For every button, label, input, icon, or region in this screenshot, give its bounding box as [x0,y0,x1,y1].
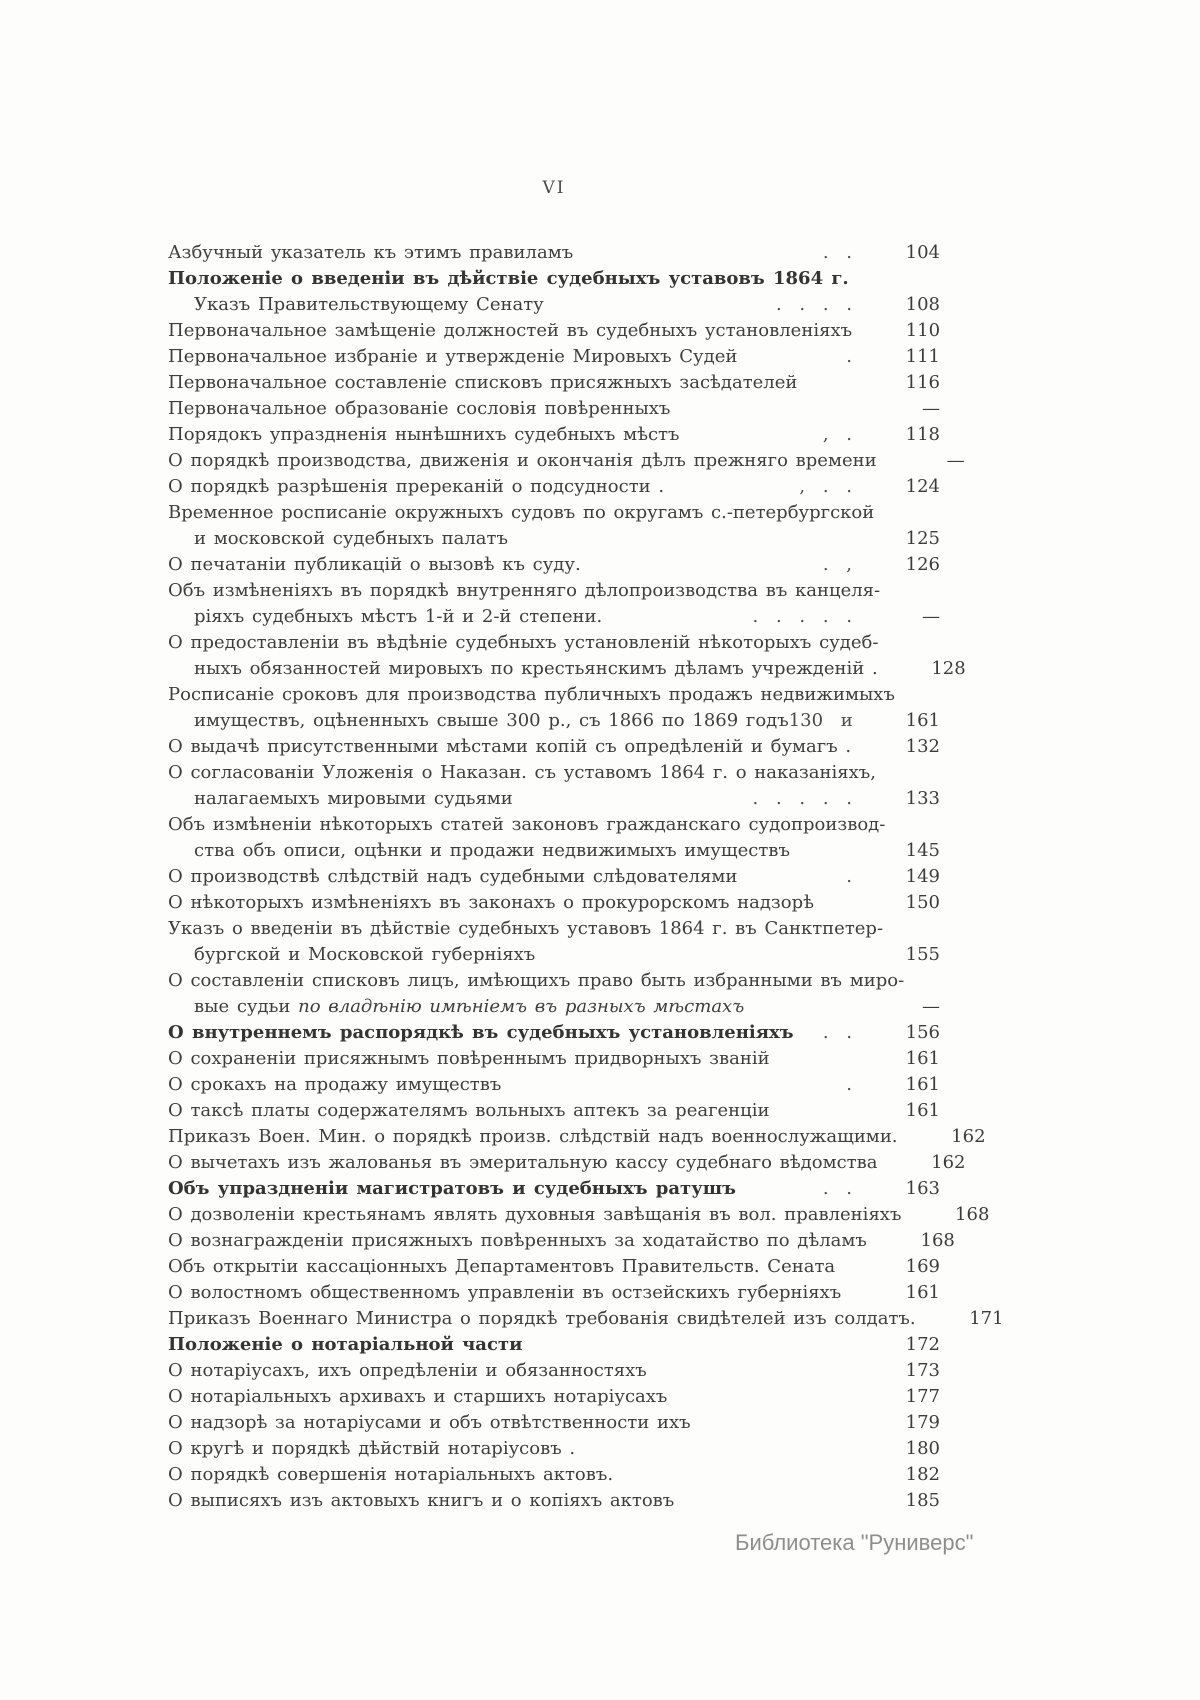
toc-text-segment: О производствѣ слѣдствій надъ судебными слѣдователями [168,866,738,887]
toc-text-segment: Объ измѣненіи нѣкоторыхъ статей законовъ гражданскаго судопроизвод- [168,814,886,835]
toc-page-number: 179 [905,1412,940,1433]
toc-entry-title [168,734,851,760]
toc-page-number: 169 [905,1256,940,1277]
toc-leader-dots: . . . . . [752,606,852,627]
toc-entry-title [168,630,878,656]
toc-line [168,916,940,942]
toc-line [168,1410,940,1436]
toc-entry [168,864,940,890]
toc-entry-title [168,1488,674,1514]
toc-leader-dots: , . [822,424,852,445]
toc-line [168,1072,940,1098]
toc-entry-title [168,1228,867,1254]
toc-entry-title [168,1254,835,1280]
toc-entry-title [168,266,849,292]
toc-page-number: 161 [905,710,940,731]
toc-page-number: 168 [920,1230,955,1251]
toc-entry [168,890,940,916]
toc-leader-dots: , . . [799,476,852,497]
toc-line [168,1150,966,1176]
toc-text-segment: О выдачѣ присутственными мѣстами копій съ опредѣленій и бумагъ . [168,736,852,757]
toc-entry [168,1280,940,1306]
toc-entry-title [168,344,737,370]
toc-entry [168,1488,940,1514]
toc-page-number: 171 [969,1308,1004,1329]
toc-line [168,890,940,916]
toc-line [168,942,940,968]
toc-text-segment: Указъ Правительствующему Сенату [194,294,544,315]
toc-entry-title [168,1384,667,1410]
toc-page-number: 111 [905,346,940,367]
toc-text-segment: О волостномъ общественномъ управленіи въ остзейскихъ губерніяхъ [168,1282,842,1303]
toc-page-number: 126 [905,554,940,575]
toc-entry [168,422,940,448]
toc-text-segment: О предоставленіи въ вѣдѣніе судебныхъ установленій нѣкоторыхъ судеб- [168,632,879,653]
toc-entry-title [168,916,883,942]
toc-line [168,318,940,344]
toc-page-number: 168 [955,1204,990,1225]
toc-line [168,552,940,578]
toc-line [168,968,940,994]
toc-line [168,682,940,708]
toc-entry [168,448,965,474]
toc-line [168,786,940,812]
toc-line [168,500,940,526]
toc-page-number: 161 [905,1100,940,1121]
toc-line [168,708,940,734]
toc-entry-title [194,994,744,1020]
toc-text-segment: О вычетахъ изъ жалованья въ эмеритальную кассу судебнаго вѣдомства [168,1152,878,1173]
toc-entry-title [194,708,789,734]
toc-page-number: 161 [905,1074,940,1095]
toc-line [168,1228,955,1254]
toc-text-segment: ріяхъ судебныхъ мѣстъ 1-й и 2-й степени. [194,606,603,627]
toc-text-segment: О нотаріусахъ, ихъ опредѣленіи и обязанностяхъ [168,1360,647,1381]
toc-page-number: 182 [905,1464,940,1485]
toc-page-number: 145 [905,840,940,861]
toc-text-segment: налагаемыхъ мировыми судьями [194,788,513,809]
toc-page-number: 185 [905,1490,940,1511]
toc-leader-dots: . [846,1074,852,1095]
toc-line [168,1046,940,1072]
toc-page-number: 128 [931,658,966,679]
toc-entry-title [168,760,876,786]
toc-leader-dots: . [846,346,852,367]
toc-text-segment: О кругѣ и порядкѣ дѣйствій нотаріусовъ . [168,1438,576,1459]
toc-text-segment: Первоначальное избраніе и утвержденіе Мировыхъ Судей [168,346,738,367]
toc-entry-title [168,500,874,526]
toc-entry-title [168,1410,691,1436]
toc-text-segment: О вознагражденіи присяжныхъ повѣренныхъ за ходатайство по дѣламъ [168,1230,867,1251]
toc-entry-title [168,396,670,422]
toc-text-segment: О согласованіи Уложенія о Наказан. съ уставомъ 1864 г. о наказаніяхъ, [168,762,876,783]
toc-entry-title [168,552,581,578]
toc-page-number: 108 [905,294,940,315]
toc-page-number: 132 [905,736,940,757]
toc-entry-title [194,838,790,864]
toc-text-segment: О надзорѣ за нотаріусами и объ отвѣтственности ихъ [168,1412,691,1433]
toc-line [168,370,940,396]
toc-entry-title [168,1176,736,1202]
toc-entry-title [168,968,904,994]
toc-entry-title [168,1306,916,1332]
toc-page-number: 150 [905,892,940,913]
toc-text-segment: О составленіи списковъ лицъ, имѣющихъ право быть избранными въ миро- [168,970,905,991]
toc-page-number: 161 [905,1048,940,1069]
toc-line [168,1176,940,1202]
toc-line [168,422,940,448]
toc-line [168,344,940,370]
toc-line [168,760,940,786]
toc-entry-title [194,786,513,812]
toc-line [168,578,940,604]
toc-page-number: — [922,606,940,627]
toc-line [168,994,940,1020]
toc-entry-title [168,1332,522,1358]
toc-entry [168,1410,940,1436]
toc-line [168,630,940,656]
toc-line [168,838,940,864]
toc-entry-title [168,1436,575,1462]
toc-text-segment: по владѣнію имѣніемъ въ разныхъ мѣстахъ [298,996,745,1017]
toc-text-segment: Объ измѣненіяхъ въ порядкѣ внутренняго дѣлопроизводства въ канцеля- [168,580,881,601]
toc-page-number: 133 [905,788,940,809]
toc-entry [168,1462,940,1488]
toc-text-segment: Росписаніе сроковъ для производства публичныхъ продажъ недвижимыхъ [168,684,895,705]
toc-line [168,448,965,474]
toc-text-segment: О порядкѣ совершенія нотаріальныхъ актовъ. [168,1464,614,1485]
toc-text-segment: О дозволеніи крестьянамъ являть духовныя завѣщанія въ вол. правленіяхъ [168,1204,902,1225]
toc-entry [168,1228,955,1254]
toc-page-number: 172 [905,1334,940,1355]
toc-page-number: 173 [905,1360,940,1381]
toc-entry-title [168,1124,898,1150]
toc-line [168,1462,940,1488]
toc-text-segment: имуществъ, оцѣненныхъ свыше 300 р., съ 1866 по 1869 годъ [194,710,789,731]
toc-line [168,1332,940,1358]
toc-page-number: 163 [905,1178,940,1199]
toc-entry-title [168,370,797,396]
toc-line [168,292,940,318]
toc-line [168,1124,986,1150]
library-watermark: Библиотека "Руниверс" [735,1530,974,1555]
toc-page-number: 124 [905,476,940,497]
toc-entry [168,916,940,968]
toc-line [168,656,966,682]
toc-entry [168,266,940,292]
toc-text-segment: ныхъ обязанностей мировыхъ по крестьянскимъ дѣламъ учрежденій . [194,658,878,679]
toc-entry [168,968,940,1020]
toc-entry [168,812,940,864]
toc-line [168,864,940,890]
toc-line [168,1280,940,1306]
toc-leader-dots: . . [822,242,852,263]
toc-text-segment: бургской и Московской губерніяхъ [194,944,536,965]
toc-line [168,1384,940,1410]
toc-line [168,1436,940,1462]
toc-text-segment: Приказъ Воен. Мин. о порядкѣ произв. слѣдствій надъ военнослужащими. [168,1126,898,1147]
toc-leader-dots: . . [822,1178,852,1199]
toc-entry [168,396,940,422]
toc-text-segment: О внутреннемъ распорядкѣ въ судебныхъ установленіяхъ [168,1022,794,1043]
toc-page-number: 149 [905,866,940,887]
toc-text-segment: Первоначальное замѣщеніе должностей въ судебныхъ установленіяхъ [168,320,853,341]
toc-page-number: 104 [905,242,940,263]
toc-page-number: 155 [905,944,940,965]
toc-leader-dots: . . . . [775,294,852,315]
toc-entry-title [168,1072,501,1098]
toc-entry [168,1254,940,1280]
toc-line [168,266,940,292]
toc-line [168,734,940,760]
toc-page-number: — [946,450,965,471]
toc-entry-title [168,1020,794,1046]
toc-entry-title [168,318,852,344]
toc-text-segment: Азбучный указатель къ этимъ правиламъ [168,242,574,263]
toc-entry-title [168,1280,841,1306]
toc-line [168,1098,940,1124]
toc-entry-title [194,942,535,968]
toc-page-number: — [922,398,940,419]
toc-entry [168,630,966,682]
toc-text-segment: вые судьи [194,996,299,1017]
toc-text-segment: О порядкѣ разрѣшенія пререканій о подсудности . [168,476,665,497]
toc-entry [168,682,940,734]
toc-list [168,240,1004,1514]
toc-entry-title [168,240,573,266]
toc-entry-title [194,292,544,318]
toc-entry [168,760,940,812]
toc-entry [168,474,940,500]
toc-entry [168,1436,940,1462]
toc-line [168,1358,940,1384]
toc-page-number: — [922,996,940,1017]
toc-line [168,812,940,838]
toc-entry-title [168,1098,770,1124]
toc-text-segment: О сохраненіи присяжнымъ повѣреннымъ придворныхъ званій [168,1048,770,1069]
toc-entry-title [168,1202,901,1228]
toc-line [168,1202,990,1228]
toc-entry [168,1202,990,1228]
toc-page-number: 180 [905,1438,940,1459]
toc-entry [168,1150,966,1176]
toc-entry-title [168,1150,878,1176]
toc-entry-title [168,1358,647,1384]
toc-entry [168,578,940,630]
toc-text-segment: О выписяхъ изъ актовыхъ книгъ и о копіяхъ актовъ [168,1490,675,1511]
toc-text-segment: Положеніе о введеніи въ дѣйствіе судебныхъ уставовъ 1864 г. [168,268,849,289]
toc-text-segment: О печатаніи публикацій о вызовѣ къ суду. [168,554,581,575]
toc-text-segment: Объ упраздненіи магистратовъ и судебныхъ ратушъ [168,1178,736,1199]
toc-page-number: 177 [905,1386,940,1407]
toc-text-segment: Первоначальное составленіе списковъ присяжныхъ засѣдателей [168,372,798,393]
toc-line [168,396,940,422]
toc-entry-title [168,1462,613,1488]
toc-entry-title [168,448,877,474]
toc-entry [168,1046,940,1072]
toc-entry [168,344,940,370]
toc-entry [168,1124,986,1150]
toc-entry-title [168,812,885,838]
toc-entry-title [194,604,602,630]
toc-entry-title [168,422,679,448]
toc-page-number: 162 [931,1152,966,1173]
toc-text-segment: Приказъ Военнаго Министра о порядкѣ требованія свидѣтелей изъ солдатъ. [168,1308,916,1329]
toc-entry [168,318,940,344]
toc-page-number: 161 [905,1282,940,1303]
toc-entry [168,552,940,578]
toc-page-number: 125 [905,528,940,549]
toc-entry [168,240,940,266]
toc-entry [168,1098,940,1124]
toc-entry [168,370,940,396]
toc-entry-title [168,1046,770,1072]
toc-entry [168,1332,940,1358]
toc-entry [168,1358,940,1384]
toc-entry [168,292,940,318]
toc-line [168,240,940,266]
toc-entry-title [168,578,880,604]
toc-text-segment: О нѣкоторыхъ измѣненіяхъ въ законахъ о прокурорскомъ надзорѣ [168,892,814,913]
toc-page-number: 156 [905,1022,940,1043]
toc-line [168,1306,1004,1332]
toc-text-segment: Объ открытіи кассаціонныхъ Департаментовъ Правительств. Сената [168,1256,836,1277]
toc-entry [168,1020,940,1046]
toc-entry-title [168,864,737,890]
toc-entry-title [168,890,814,916]
toc-line [168,1488,940,1514]
toc-leader-dots: 130 и [788,710,853,731]
toc-entry [168,1306,1004,1332]
toc-entry [168,1176,940,1202]
toc-entry [168,1072,940,1098]
toc-text-segment: ства объ описи, оцѣнки и продажи недвижимыхъ имуществъ [194,840,790,861]
toc-leader-dots: . , [822,554,852,575]
toc-line [168,474,940,500]
toc-page-number: 110 [905,320,941,341]
toc-text-segment: Положеніе о нотаріальной части [168,1334,523,1355]
page-folio: VI [542,178,566,198]
toc-entry [168,1384,940,1410]
toc-entry-title [168,474,664,500]
toc-text-segment: Указъ о введеніи въ дѣйствіе судебныхъ уставовъ 1864 г. въ Санктпетер- [168,918,884,939]
toc-text-segment: О таксѣ платы содержателямъ вольныхъ аптекъ за реагенціи [168,1100,770,1121]
toc-text-segment: Временное росписаніе окружныхъ судовъ по округамъ с.-петербургской [168,502,875,523]
toc-entry-title [168,682,895,708]
toc-page-number: 162 [951,1126,986,1147]
toc-line [168,526,940,552]
toc-page-number: 118 [905,424,940,445]
toc-line [168,1020,940,1046]
toc-text-segment: О срокахъ на продажу имуществъ [168,1074,502,1095]
toc-entry [168,500,940,552]
toc-entry-title [194,656,878,682]
toc-entry-title [194,526,508,552]
toc-line [168,604,940,630]
toc-entry [168,734,940,760]
toc-text-segment: О нотаріальныхъ архивахъ и старшихъ нотаріусахъ [168,1386,668,1407]
toc-leader-dots: . [846,866,852,887]
toc-leader-dots: . . . . . [752,788,852,809]
toc-text-segment: и московской судебныхъ палатъ [194,528,508,549]
toc-line [168,1254,940,1280]
toc-page-number: 116 [905,372,940,393]
toc-leader-dots: . . [822,1022,852,1043]
toc-text-segment: О порядкѣ производства, движенія и окончанія дѣлъ прежняго времени [168,450,877,471]
toc-text-segment: Первоначальное образованіе сословія повѣренныхъ [168,398,671,419]
toc-text-segment: Порядокъ упраздненія нынѣшнихъ судебныхъ мѣстъ [168,424,680,445]
